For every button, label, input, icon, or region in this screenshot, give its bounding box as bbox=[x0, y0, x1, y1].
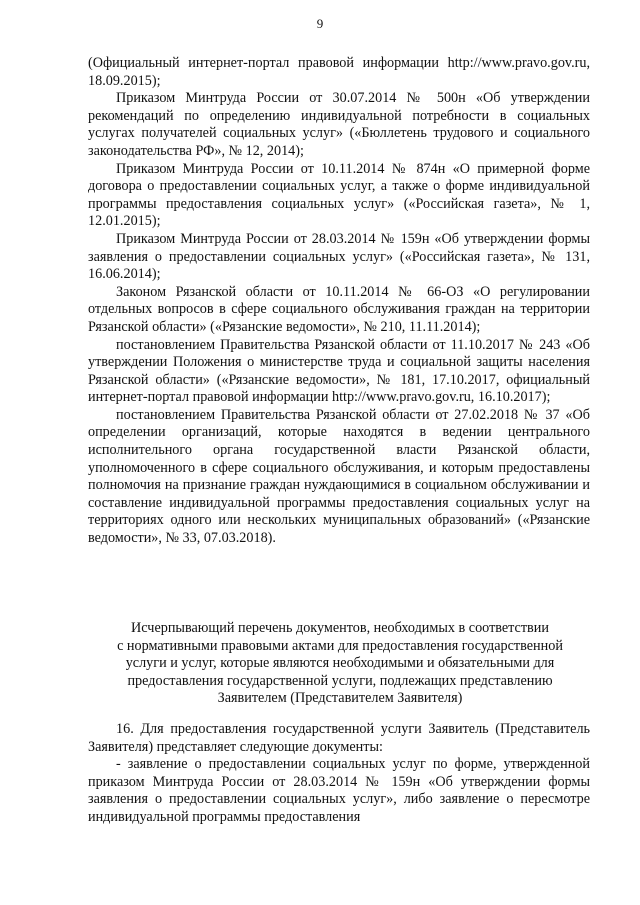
paragraph-official-portal: (Официальный интернет-портал правовой информации http://www.pravo.gov.ru, 18.09.2015); bbox=[88, 55, 590, 89]
page-number: 9 bbox=[316, 16, 324, 31]
section-heading-line: Исчерпывающий перечень документов, необходимых в соответствии bbox=[131, 620, 549, 636]
paragraph-order-874n: Приказом Минтруда России от 10.11.2014 № 874н «О примерной форме договора о предоставлении социальных услуг, а также о форме индивидуальной программы предоставления социальных услуг» («Российская газета», № 1, 12.01.2015); bbox=[88, 160, 590, 230]
section-heading-line: с нормативными правовыми актами для предоставления государственной bbox=[117, 637, 563, 654]
paragraph-item-16: 16. Для предоставления государственной услуги Заявитель (Представитель Заявителя) представляет следующие документы: bbox=[88, 721, 590, 755]
section-heading-line: предоставления государственной услуги, подлежащих представлению bbox=[127, 672, 553, 689]
paragraph-resolution-37: постановлением Правительства Рязанской области от 27.02.2018 № 37 «Об определении организаций, которые находятся в ведении центрального исполнительного органа государственной власти Рязанской области, уполномоченного в сфере социального обслуживания, и которым предоставлены полномочия на признание граждан нуждающимися в социальном обслуживании и составление индивидуальной программы предоставления социальных услуг на территориях одного или нескольких муниципальных образований» («Рязанские ведомости», № 33, 07.03.2018). bbox=[88, 406, 590, 547]
paragraph-resolution-243: постановлением Правительства Рязанской области от 11.10.2017 № 243 «Об утверждении Положения о министерстве труда и социальной защиты населения Рязанской области» («Рязанские ведомости», № 181, 17.10.2017, официальный интернет-портал правовой информации http://www.pravo.gov.ru, 16.10.2017); bbox=[88, 336, 590, 406]
paragraph-law-66-oz: Законом Рязанской области от 10.11.2014 № 66-ОЗ «О регулировании отдельных вопросов в сфере социального обслуживания граждан на территории Рязанской области» («Рязанские ведомости», № 210, 11.11.2014); bbox=[88, 283, 590, 335]
section-heading bbox=[100, 620, 580, 708]
section-heading-line: Заявителем (Представителем Заявителя) bbox=[217, 690, 463, 707]
documents-list bbox=[88, 721, 590, 827]
paragraph-application: - заявление о предоставлении социальных услуг по форме, утвержденной приказом Минтруда России от 28.03.2014 № 159н «Об утверждении формы заявления о предоставлении социальных услуг», либо заявление о пересмотре индивидуальной программы предоставления bbox=[88, 756, 590, 825]
legal-acts-list bbox=[88, 55, 590, 548]
section-heading-line: услуги и услуг, которые являются необходимыми и обязательными для bbox=[125, 655, 555, 672]
paragraph-order-159n: Приказом Минтруда России от 28.03.2014 № 159н «Об утверждении формы заявления о предоставлении социальных услуг» («Российская газета», № 131, 16.06.2014); bbox=[88, 230, 590, 283]
paragraph-order-500n: Приказом Минтруда России от 30.07.2014 № 500н «Об утверждении рекомендаций по определению индивидуальной потребности в социальных услугах получателей социальных услуг» («Бюллетень трудового и социального законодательства РФ», № 12, 2014); bbox=[88, 90, 590, 159]
